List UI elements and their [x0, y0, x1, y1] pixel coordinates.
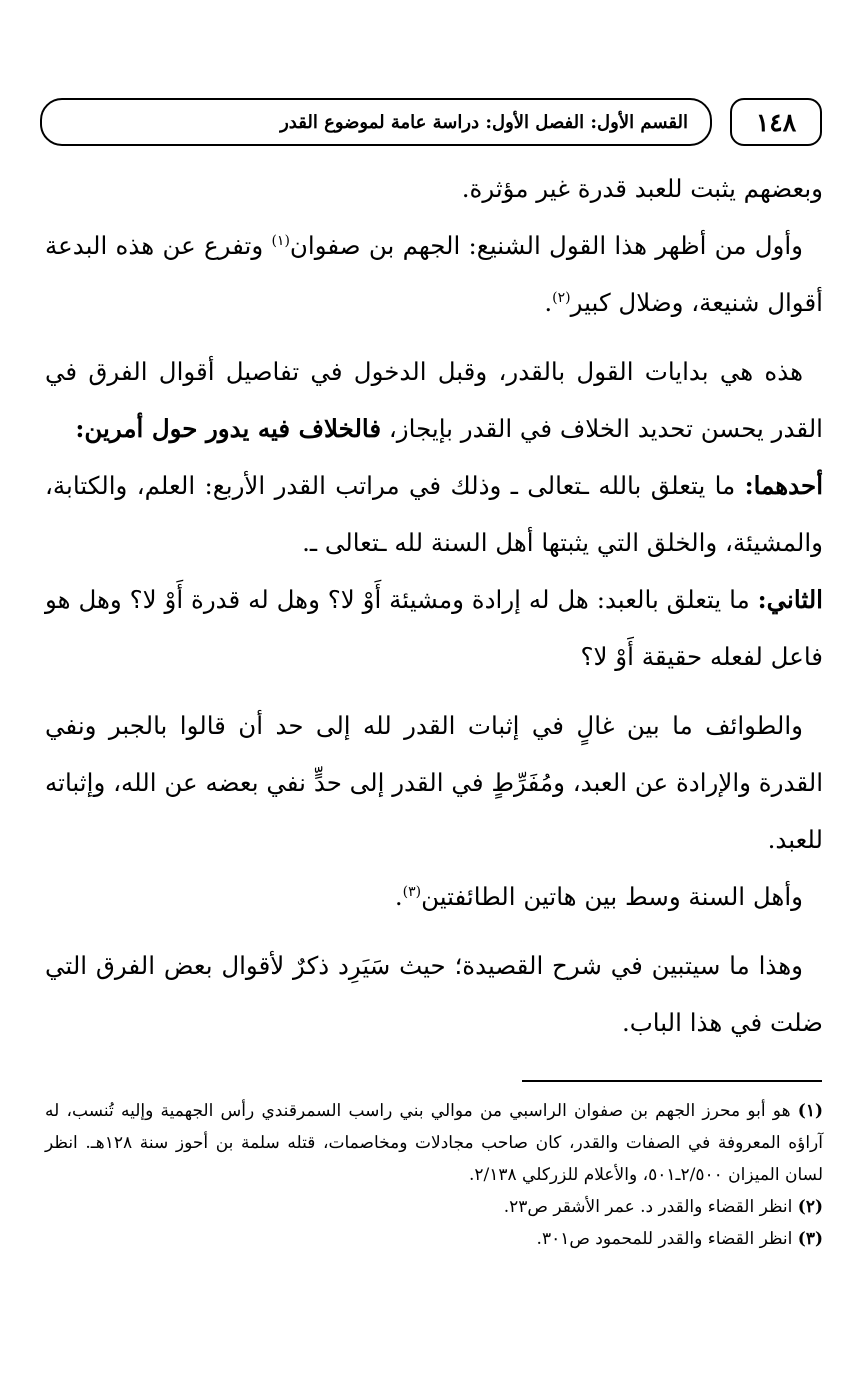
paragraph-5-lead: الثاني: — [757, 585, 823, 614]
paragraph-2-part-b: وتفرع عن هذه البدعة أقوال شنيعة، وضلال كبير — [45, 231, 823, 317]
paragraph-4-lead: أحدهما: — [744, 471, 823, 500]
paragraph-4 — [45, 457, 823, 571]
footnote-1-text: هو أبو محرز الجهم بن صفوان الراسبي من موالي بني راسب السمرقندي رأس الجهمية وإليه تُنسب، له آراؤه المعروفة في الصفات والقدر، كان صاحب مجادلات ومخاصمات، قتله سلمة بن أحوز سنة ١٢٨هـ. انظر لسان الميزان ٢/٥٠٠ـ٥٠١، والأعلام للزركلي ٢/١٣٨. — [45, 1101, 823, 1185]
footnote-3 — [45, 1223, 823, 1255]
paragraph-8-text: وهذا ما سيتبين في شرح القصيدة؛ حيث سَيَرِد ذكرٌ لأقوال بعض الفرق التي ضلت في هذا الباب. — [45, 951, 823, 1037]
footnote-separator — [522, 1080, 822, 1082]
footnotes — [45, 1095, 823, 1255]
paragraph-7 — [45, 868, 823, 925]
main-text — [45, 160, 823, 1051]
footnote-3-number: (٣) — [797, 1229, 823, 1249]
footnote-1 — [45, 1095, 823, 1191]
footnote-3-text: انظر القضاء والقدر للمحمود ص٣٠١. — [536, 1229, 793, 1249]
paragraph-6 — [45, 697, 823, 868]
paragraph-2-part-c: . — [544, 288, 553, 317]
paragraph-4-text: ما يتعلق بالله ـتعالى ـ وذلك في مراتب القدر الأربع: العلم، والكتابة، والمشيئة، والخلق التي يثبتها أهل السنة لله ـتعالى ـ. — [45, 471, 823, 557]
footnote-2-number: (٢) — [797, 1197, 823, 1217]
running-title: القسم الأول: الفصل الأول: دراسة عامة لموضوع القدر — [40, 98, 712, 146]
footnote-ref-2[interactable]: (٢) — [552, 289, 571, 306]
paragraph-2 — [45, 217, 823, 331]
paragraph-5-text: ما يتعلق بالعبد: هل له إرادة ومشيئة أَوْ لا؟ وهل له قدرة أَوْ لا؟ وهل هو فاعل لفعله حقيقة أَوْ لا؟ — [45, 585, 823, 671]
page-header — [40, 98, 822, 150]
footnote-2-text: انظر القضاء والقدر د. عمر الأشقر ص٢٣. — [503, 1197, 793, 1217]
paragraph-2-part-a: وأول من أظهر هذا القول الشنيع: الجهم بن صفوان — [289, 231, 803, 260]
paragraph-8 — [45, 937, 823, 1051]
paragraph-7-part-a: وأهل السنة وسط بين هاتين الطائفتين — [421, 882, 803, 911]
paragraph-1: وبعضهم يثبت للعبد قدرة غير مؤثرة. — [461, 174, 823, 203]
footnote-1-number: (١) — [797, 1101, 823, 1121]
footnote-ref-3[interactable]: (٣) — [402, 883, 422, 900]
paragraph-6-text: والطوائف ما بين غالٍ في إثبات القدر لله إلى حد أن قالوا بالجبر ونفي القدرة والإرادة عن العبد، ومُفَرِّطٍ في القدر إلى حدٍّ نفي بعضه عن الله، وإثباته للعبد. — [45, 711, 823, 854]
footnote-2 — [45, 1191, 823, 1223]
footnote-ref-1[interactable]: (١) — [271, 232, 290, 249]
paragraph-5 — [45, 571, 823, 685]
page-number: ١٤٨ — [730, 98, 822, 146]
paragraph-3-bold: فالخلاف فيه يدور حول أمرين: — [75, 414, 382, 443]
paragraph-3-text: هذه هي بدايات القول بالقدر، وقبل الدخول في تفاصيل أقوال الفرق في القدر يحسن تحديد الخلاف في القدر بإيجاز، — [45, 357, 823, 443]
paragraph-7-part-b: . — [394, 882, 403, 911]
paragraph-3 — [45, 343, 823, 457]
